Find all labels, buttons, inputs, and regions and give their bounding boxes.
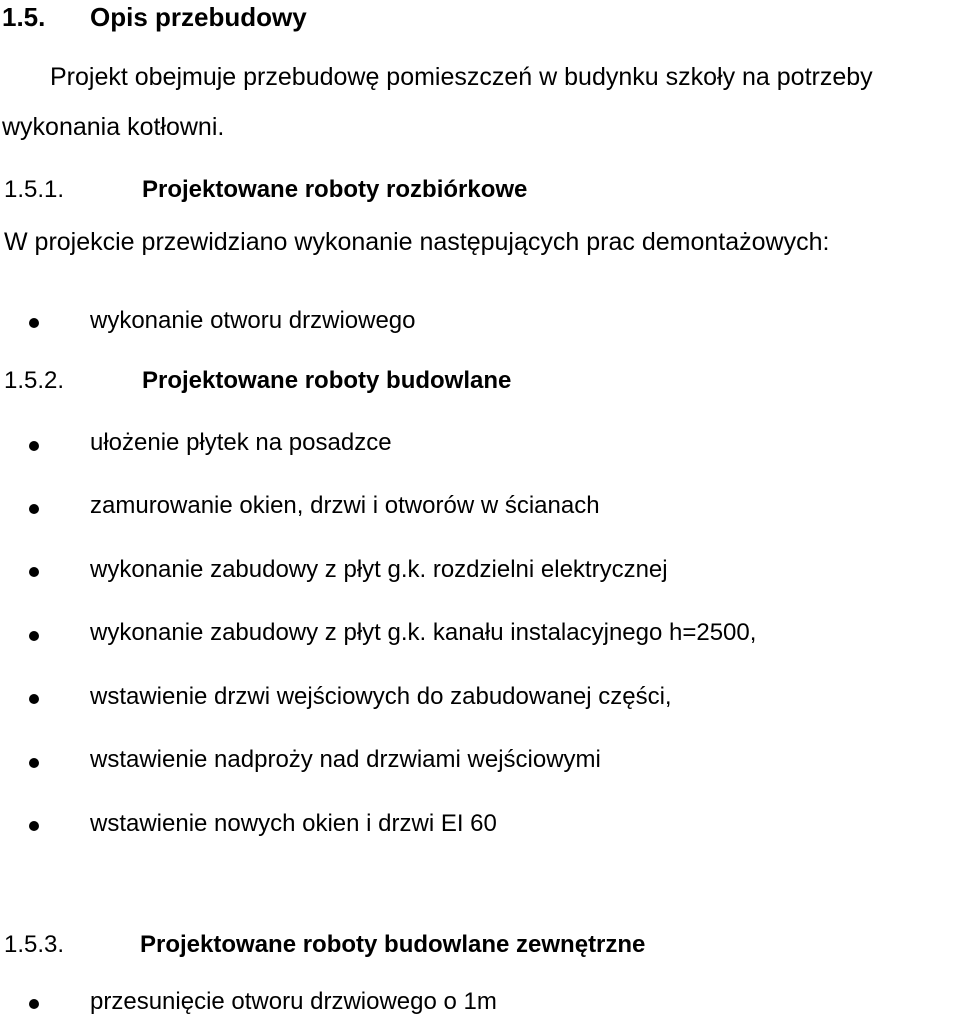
subsection-2-number: 1.5.2. [4, 367, 65, 394]
list-item: ułożenie płytek na posadzce [90, 429, 392, 456]
subsection-2-title: Projektowane roboty budowlane [142, 367, 512, 394]
section-intro-line1: Projekt obejmuje przebudowę pomieszczeń w budynku szkoły na potrzeby [50, 63, 873, 91]
bullet-icon [29, 567, 39, 577]
list-item: wstawienie nowych okien i drzwi EI 60 [90, 810, 497, 837]
bullet-icon [29, 999, 39, 1009]
bullet-icon [29, 821, 39, 831]
subsection-1-number: 1.5.1. [4, 176, 65, 203]
list-item: wykonanie zabudowy z płyt g.k. kanału instalacyjnego h=2500, [90, 619, 757, 646]
bullet-icon [29, 758, 39, 768]
list-item: przesunięcie otworu drzwiowego o 1m [90, 988, 497, 1015]
list-item: wstawienie nadproży nad drzwiami wejściowymi [90, 746, 601, 773]
section-title: Opis przebudowy [90, 2, 307, 32]
bullet-icon [29, 318, 39, 328]
subsection-3-title: Projektowane roboty budowlane zewnętrzne [140, 931, 646, 958]
subsection-3-number: 1.5.3. [4, 931, 65, 958]
list-item: zamurowanie okien, drzwi i otworów w ścianach [90, 492, 600, 519]
bullet-icon [29, 694, 39, 704]
list-item: wykonanie otworu drzwiowego [90, 307, 416, 334]
section-intro-line2: wykonania kotłowni. [2, 113, 225, 141]
list-item: wstawienie drzwi wejściowych do zabudowanej części, [90, 683, 672, 710]
bullet-icon [29, 631, 39, 641]
subsection-1-title: Projektowane roboty rozbiórkowe [142, 176, 528, 203]
bullet-icon [29, 441, 39, 451]
bullet-icon [29, 504, 39, 514]
subsection-1-intro: W projekcie przewidziano wykonanie następujących prac demontażowych: [4, 228, 830, 256]
section-number: 1.5. [2, 2, 46, 32]
list-item: wykonanie zabudowy z płyt g.k. rozdzielni elektrycznej [90, 556, 668, 583]
